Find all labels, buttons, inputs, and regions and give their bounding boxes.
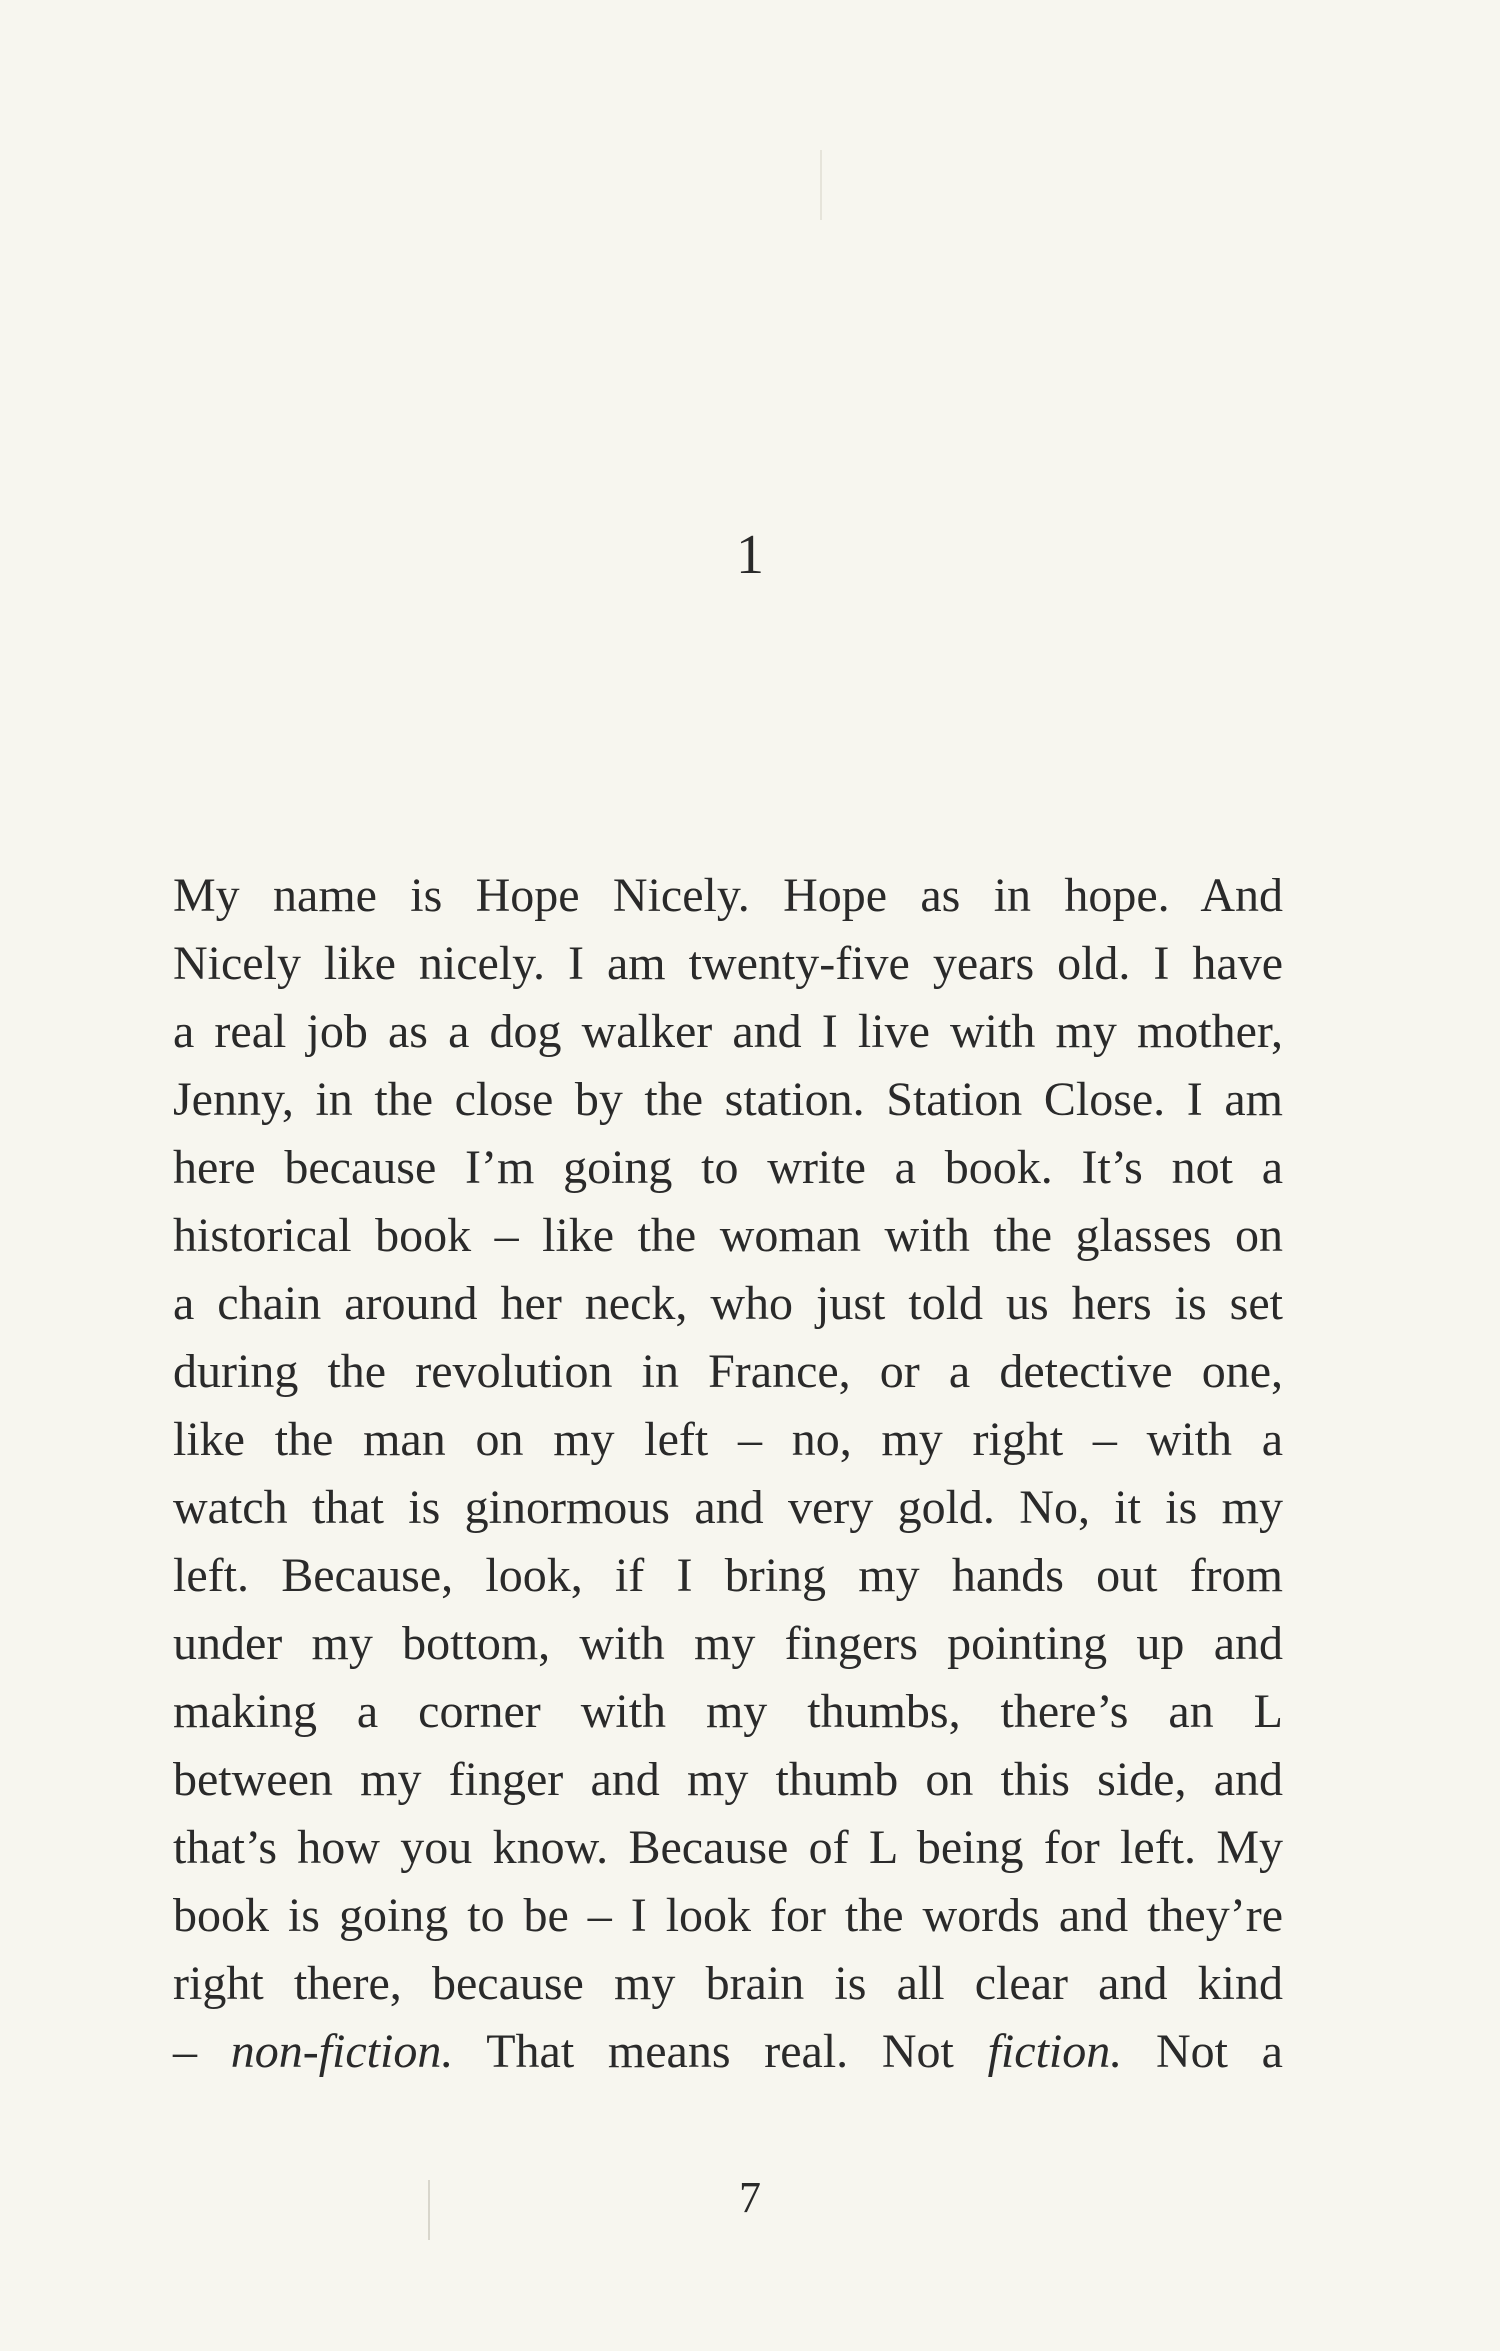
dash-prefix: –	[173, 2025, 231, 2078]
chapter-number: 1	[736, 524, 764, 586]
text-line: a real job as a dog walker and I live with my mother,	[173, 1005, 1283, 1058]
text-line: historical book – like the woman with the glasses on	[173, 1209, 1283, 1262]
text-line: that’s how you know. Because of L being for left. My	[173, 1821, 1283, 1874]
italic-term-non-fiction: non-fiction.	[230, 2025, 454, 2078]
text-line: Jenny, in the close by the station. Station Close. I am	[173, 1073, 1283, 1126]
text-line: under my bottom, with my fingers pointing up and	[173, 1617, 1283, 1670]
text-line: right there, because my brain is all clear and kind	[173, 1957, 1283, 2010]
text-line: like the man on my left – no, my right – with a	[173, 1413, 1283, 1466]
text-suffix: Not a	[1122, 2025, 1283, 2078]
text-line: here because I’m going to write a book. It’s not a	[173, 1141, 1283, 1194]
text-middle: That means real. Not	[453, 2025, 988, 2078]
body-text	[173, 862, 1283, 2086]
text-line: a chain around her neck, who just told us hers is set	[173, 1277, 1283, 1330]
text-line: Nicely like nicely. I am twenty-five years old. I have	[173, 937, 1283, 990]
text-line: making a corner with my thumbs, there’s an L	[173, 1685, 1283, 1738]
italic-term-fiction: fiction.	[987, 2025, 1123, 2078]
text-line: My name is Hope Nicely. Hope as in hope. And	[173, 869, 1283, 922]
text-line: left. Because, look, if I bring my hands out from	[173, 1549, 1283, 1602]
page-number: 7	[739, 2173, 761, 2222]
text-line: during the revolution in France, or a detective one,	[173, 1345, 1283, 1398]
text-line-last	[173, 2018, 1283, 2086]
text-line: between my finger and my thumb on this side, and	[173, 1753, 1283, 1806]
scan-artifact-line	[820, 150, 822, 220]
text-line: watch that is ginormous and very gold. No, it is my	[173, 1481, 1283, 1534]
text-line: book is going to be – I look for the words and they’re	[173, 1889, 1283, 1942]
